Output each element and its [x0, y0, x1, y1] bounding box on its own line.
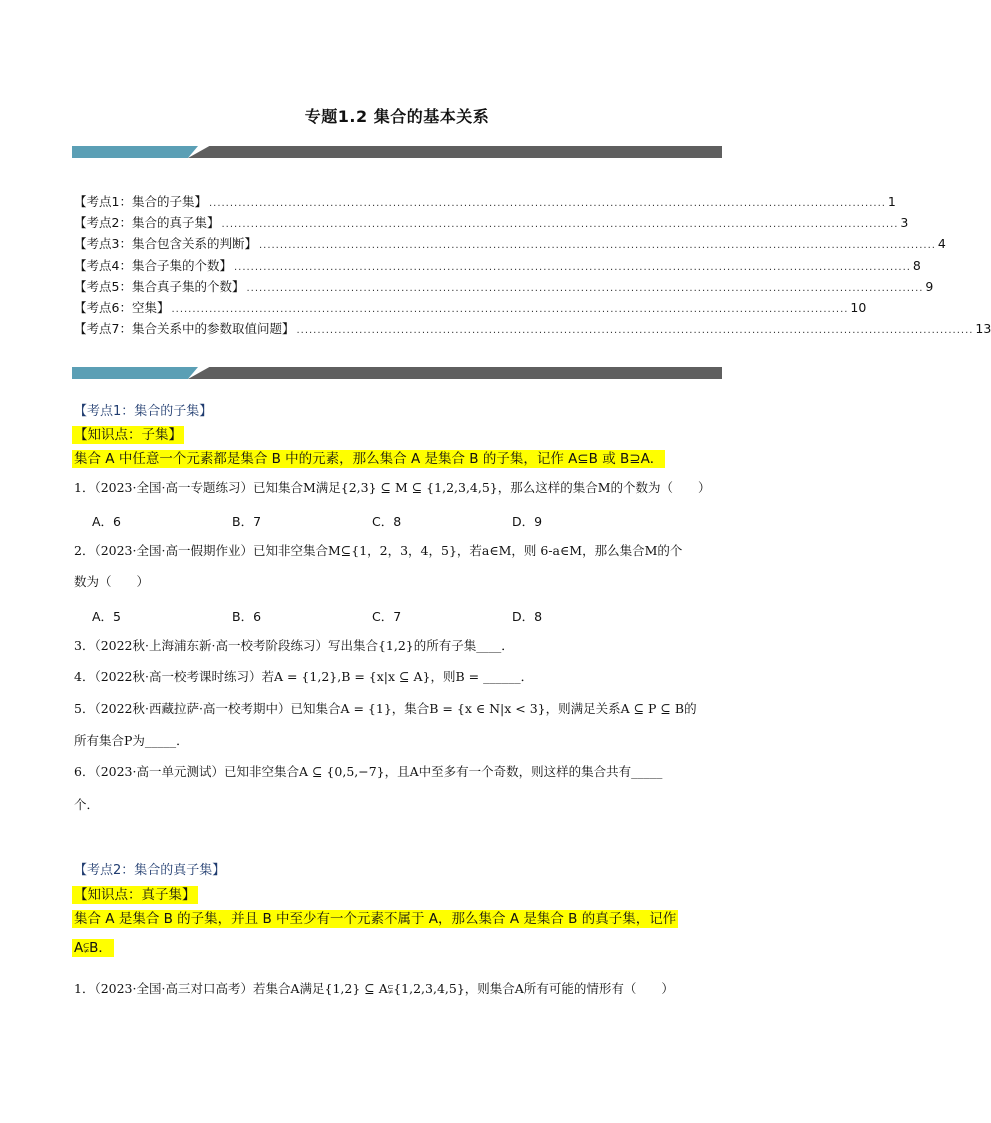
option-b[interactable]: B．7 [232, 514, 262, 529]
section-heading: 【考点1：集合的子集】 [74, 404, 213, 419]
question-text-continued: 所有集合P为_____． [74, 733, 189, 748]
question-text: 3．（2022秋·上海浦东新·高一校考阶段练习）写出集合{1,2}的所有子集____． [74, 638, 514, 653]
toc-item-page: 9 [925, 278, 934, 294]
option-c[interactable]: C．8 [372, 514, 402, 529]
toc-item-page: 1 [887, 194, 896, 209]
toc-item-page: 3 [900, 215, 909, 231]
toc-item-label: 【考点1：集合的子集】 [74, 194, 207, 209]
knowledge-text-continued [72, 936, 114, 956]
knowledge-text-content: 集合 A 中任意一个元素都是集合 B 中的元素，那么集合 A 是集合 B 的子集，记作 A⊆B 或 B⊇A． [74, 451, 664, 467]
toc-leader: .................................................................................................................................................................. [233, 261, 911, 273]
toc-item-page: 4 [937, 236, 946, 252]
toc-item-page: 8 [912, 257, 921, 273]
question-text: 1．（2023·全国·高三对口高考）若集合A满足{1,2} ⊆ A⫋{1,2,3,4,5}，则集合A所有可能的情形有（ ） [74, 981, 674, 996]
divider-bar-middle [72, 367, 722, 379]
question-text: 6．（2023·高一单元测试）已知非空集合A ⊆ {0,5,−7}，且A中至多有一个奇数，则这样的集合共有_____ [74, 764, 663, 779]
toc-item[interactable] [74, 234, 946, 255]
knowledge-text [72, 907, 678, 927]
toc-item[interactable] [74, 256, 921, 277]
toc-leader: .................................................................................................................................................................. [258, 240, 936, 252]
toc-item[interactable] [74, 319, 991, 340]
option-a[interactable]: A．6 [92, 514, 122, 529]
toc-item-page: 13 [975, 321, 991, 337]
answer-options [92, 607, 652, 625]
toc-item-label: 【考点6：空集】 [74, 299, 170, 315]
toc-leader: .................................................................................................................................................................. [296, 325, 974, 337]
toc-item[interactable] [74, 213, 909, 234]
knowledge-text-content: 集合 A 是集合 B 的子集，并且 B 中至少有一个元素不属于 A，那么集合 A 是集合 B 的真子集，记作 [74, 911, 677, 927]
option-a[interactable]: A．5 [92, 609, 122, 624]
toc-item-label: 【考点2：集合的真子集】 [74, 215, 220, 231]
question-text-continued: 个． [74, 797, 100, 812]
knowledge-text-content: A⫋B． [74, 940, 112, 956]
toc-item[interactable] [74, 277, 934, 298]
option-c[interactable]: C．7 [372, 609, 402, 624]
page-title: 专题1.2 集合的基本关系 [304, 107, 490, 126]
toc-item-label: 【考点4：集合子集的个数】 [74, 257, 232, 273]
divider-bar-dark [188, 146, 722, 158]
section-heading: 【考点2：集合的真子集】 [74, 863, 226, 878]
option-d[interactable]: D．8 [512, 609, 543, 624]
knowledge-title-text: 【知识点：真子集】 [74, 887, 196, 903]
toc-leader: .................................................................................................................................................................. [208, 198, 886, 209]
toc-item[interactable] [74, 298, 867, 319]
option-d[interactable]: D．9 [512, 514, 543, 529]
question-text-continued: 数为（ ） [74, 574, 150, 589]
divider-bar-dark [188, 367, 722, 379]
question-text: 4．（2022秋·高一校考课时练习）若A = {1,2},B = {x|x ⊆ A}，则B = ______． [74, 669, 534, 684]
question-text: 1．（2023·全国·高一专题练习）已知集合M满足{2,3} ⊆ M ⊆ {1,2,3,4,5}，那么这样的集合M的个数为（ ） [74, 480, 711, 495]
toc-item[interactable] [74, 192, 896, 213]
question-text: 2．（2023·全国·高一假期作业）已知非空集合M⊆{1，2，3，4，5}，若a∈M，则 6-a∈M，那么集合M的个 [74, 543, 683, 558]
toc-leader: .................................................................................................................................................................. [246, 282, 924, 294]
divider-bar-top [72, 146, 722, 158]
toc-item-label: 【考点3：集合包含关系的判断】 [74, 236, 257, 252]
question-text: 5．（2022秋·西藏拉萨·高一校考期中）已知集合A = {1}，集合B = {x ∈ N|x < 3}，则满足关系A ⊆ P ⊆ B的 [74, 701, 697, 716]
knowledge-text [72, 447, 665, 467]
divider-bar-accent [72, 367, 198, 379]
table-of-contents [74, 192, 991, 340]
answer-options [92, 512, 652, 530]
toc-item-label: 【考点7：集合关系中的参数取值问题】 [74, 321, 295, 337]
toc-item-page: 10 [850, 299, 867, 315]
option-b[interactable]: B．6 [232, 609, 262, 624]
knowledge-title [72, 883, 198, 903]
divider-bar-accent [72, 146, 198, 158]
knowledge-title-text: 【知识点：子集】 [74, 427, 182, 443]
toc-item-label: 【考点5：集合真子集的个数】 [74, 278, 245, 294]
toc-leader: .................................................................................................................................................................. [171, 303, 849, 315]
toc-leader: .................................................................................................................................................................. [221, 219, 899, 231]
knowledge-title [72, 423, 184, 443]
